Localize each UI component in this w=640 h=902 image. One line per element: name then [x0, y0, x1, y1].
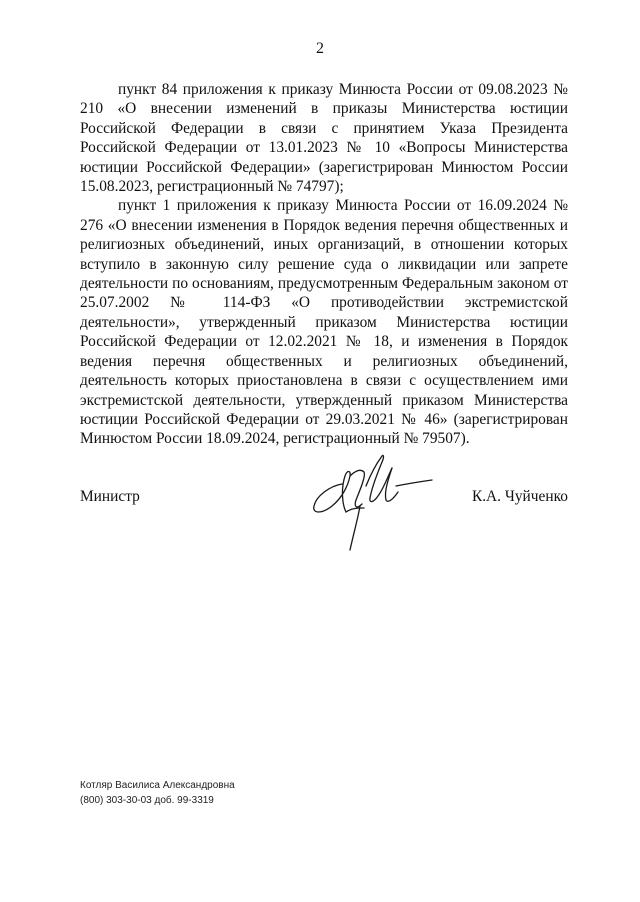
paragraph-2: пункт 1 приложения к приказу Минюста России от 16.09.2024 № 276 «О внесении изменения в Порядок ведения перечня общественных и религиозных объединений, иных организаций, в отношении которых вступило в законную силу решение суда о ликвидации или запрете деятельности по основаниям, предусмотренным Федеральным законом от 25.07.2002 № 114-ФЗ «О противодействии экстремистской деятельности», утвержденный приказом Министерства юстиции Российской Федерации от 12.02.2021 № 18, и изменения в Порядок ведения перечня общественных и религиозных объединений, деятельность которых приостановлена в связи с осуществлением ими экстремистской деятельности, утвержденный приказом Министерства юстиции Российской Федерации от 29.03.2021 № 46» (зарегистрирован Минюстом России 18.09.2024, регистрационный № 79507).: [80, 197, 568, 448]
handwritten-signature: [300, 446, 440, 556]
signatory-title: Министр: [80, 488, 140, 505]
page-number: 2: [316, 40, 324, 57]
paragraph-1: пункт 84 приложения к приказу Минюста России от 09.08.2023 № 210 «О внесении изменений в приказы Министерства юстиции Российской Федерации в связи с принятием Указа Президента Российской Федерации от 13.01.2023 № 10 «Вопросы Министерства юстиции Российской Федерации» (зарегистрирован Минюстом России 15.08.2023, регистрационный № 74797);: [80, 81, 568, 196]
document-body: [80, 80, 568, 449]
footer-executor: [80, 778, 235, 808]
executor-phone: (800) 303-30-03 доб. 99-3319: [80, 795, 214, 806]
executor-name: Котляр Василиса Александровна: [80, 780, 235, 791]
signatory-name: К.А. Чуйченко: [471, 488, 568, 505]
